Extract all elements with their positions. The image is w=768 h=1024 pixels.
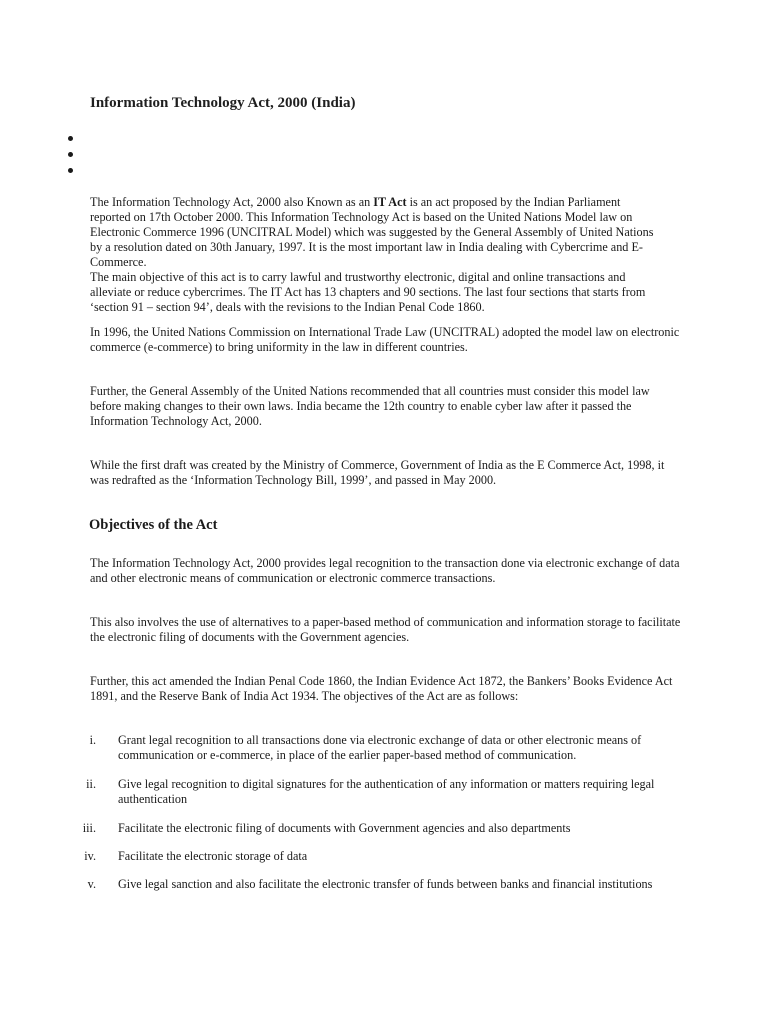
list-line: Facilitate the electronic storage of data xyxy=(118,849,308,863)
paragraph-line: Information Technology Act, 2000. xyxy=(90,414,262,428)
objectives-heading: Objectives of the Act xyxy=(89,517,218,533)
paragraph-line: 1891, and the Reserve Bank of India Act 1934. The objectives of the Act are as follows: xyxy=(90,689,519,703)
list-line: Give legal recognition to digital signatures for the authentication of any information or matters requiring legal xyxy=(118,777,655,791)
list-text xyxy=(118,849,307,864)
list-line: Grant legal recognition to all transactions done via electronic exchange of data or other electronic means of xyxy=(118,733,642,747)
alternatives-paragraph xyxy=(90,615,690,645)
list-text xyxy=(118,777,654,807)
list-line: communication or e-commerce, in place of the earlier paper-based method of communication. xyxy=(118,748,577,762)
intro-line: alleviate or reduce cybercrimes. The IT Act has 13 chapters and 90 sections. The last four sections that starts from xyxy=(90,285,646,299)
list-text xyxy=(118,877,652,892)
list-number: iii. xyxy=(82,821,96,835)
list-line: Give legal sanction and also facilitate the electronic transfer of funds between banks and financial institutions xyxy=(118,877,653,891)
paragraph-line: While the first draft was created by the Ministry of Commerce, Government of India as the E Commerce Act, 1998, it xyxy=(90,458,665,472)
legal-recognition-paragraph xyxy=(90,556,690,586)
it-act-bold: IT Act xyxy=(373,195,407,209)
list-number: iv. xyxy=(84,849,96,863)
intro-line: The main objective of this act is to carry lawful and trustworthy electronic, digital and online transactions and xyxy=(90,270,626,284)
list-number: ii. xyxy=(86,777,96,791)
list-text xyxy=(118,733,641,763)
intro-paragraph xyxy=(90,195,690,315)
list-text xyxy=(118,821,571,836)
amendments-paragraph xyxy=(90,674,690,704)
paragraph-line: commerce (e-commerce) to bring uniformity in the law in different countries. xyxy=(90,340,468,354)
paragraph-line: and other electronic means of communication or electronic commerce transactions. xyxy=(90,571,496,585)
list-line: authentication xyxy=(118,792,188,806)
general-assembly-paragraph xyxy=(90,384,690,429)
intro-line: by a resolution dated on 30th January, 1997. It is the most important law in India dealing with Cybercrime and E- xyxy=(90,240,643,254)
intro-text: is an act proposed by the Indian Parliament xyxy=(406,195,621,209)
intro-line: ‘section 91 – section 94’, deals with the revisions to the Indian Penal Code 1860. xyxy=(90,300,485,314)
intro-line: reported on 17th October 2000. This Information Technology Act is based on the United Nations Model law on xyxy=(90,210,633,224)
paragraph-line: Further, the General Assembly of the United Nations recommended that all countries must consider this model law xyxy=(90,384,650,398)
paragraph-line: The Information Technology Act, 2000 provides legal recognition to the transaction done via electronic exchange of data xyxy=(90,556,680,570)
intro-line: Electronic Commerce 1996 (UNCITRAL Model) which was suggested by the General Assembly of United Nations xyxy=(90,225,654,239)
uncitral-paragraph xyxy=(90,325,690,355)
list-number: v. xyxy=(87,877,96,891)
paragraph-line: was redrafted as the ‘Information Technology Bill, 1999’, and passed in May 2000. xyxy=(90,473,497,487)
intro-line: Commerce. xyxy=(90,255,147,269)
paragraph-line: In 1996, the United Nations Commission on International Trade Law (UNCITRAL) adopted the model law on electronic xyxy=(90,325,680,339)
list-number: i. xyxy=(89,733,96,747)
paragraph-line: Further, this act amended the Indian Penal Code 1860, the Indian Evidence Act 1872, the Bankers’ Books Evidence Act xyxy=(90,674,673,688)
paragraph-line: This also involves the use of alternatives to a paper-based method of communication and information storage to facilitate xyxy=(90,615,681,629)
first-draft-paragraph xyxy=(90,458,690,488)
paragraph-line: the electronic filing of documents with the Government agencies. xyxy=(90,630,410,644)
paragraph-line: before making changes to their own laws. India became the 12th country to enable cyber law after it passed the xyxy=(90,399,632,413)
document-title: Information Technology Act, 2000 (India) xyxy=(90,95,356,111)
intro-text: The Information Technology Act, 2000 also Known as an xyxy=(90,195,374,209)
list-line: Facilitate the electronic filing of documents with Government agencies and also departments xyxy=(118,821,571,835)
